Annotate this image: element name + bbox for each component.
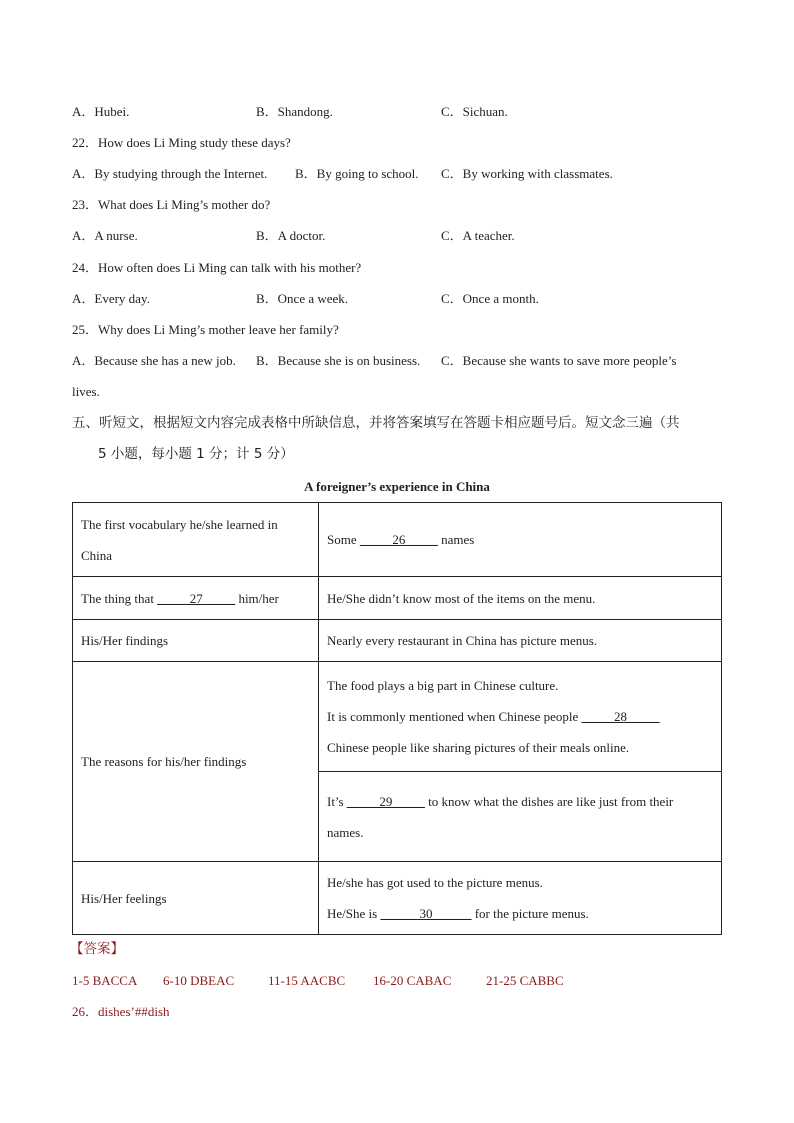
blank-29: _____29_____ [346, 793, 425, 809]
table-row [73, 620, 722, 662]
table-row [73, 577, 722, 620]
section-5-instructions [72, 408, 722, 470]
blank-28: _____28_____ [581, 709, 660, 724]
cell-text: for the picture menus. [471, 906, 589, 921]
q24-question: 24．How often does Li Ming can talk with his mother? [72, 260, 362, 275]
cell-text: China [81, 547, 113, 563]
cell-text: to know what the dishes are like just from their [424, 793, 674, 809]
info-table [72, 502, 722, 935]
table-cell: His/Her feelings [73, 862, 319, 935]
cell-text: The thing that [81, 590, 158, 606]
q25-option-b: B．Because she is on business. [256, 353, 421, 368]
table-cell: Nearly every restaurant in China has picture menus. [319, 620, 722, 662]
cell-text: It is commonly mentioned when Chinese people [327, 709, 582, 724]
table-row [73, 503, 722, 577]
table-cell [319, 662, 722, 772]
q25-option-a: A．Because she has a new job. [72, 353, 236, 368]
q23-option-c: C．A teacher. [441, 228, 515, 243]
q21-option-a: A．Hubei. [72, 104, 130, 119]
answer-key: 1-5 BACCA [72, 973, 138, 988]
table-cell [319, 503, 722, 577]
cell-text: He/she has got used to the picture menus. [327, 875, 543, 890]
answer-26: 26．dishes’##dish [72, 1004, 170, 1019]
q25-option-c: C．Because she wants to save more people’s [441, 353, 677, 368]
q22-option-b: B．By going to school. [295, 166, 419, 181]
q23-question: 23．What does Li Ming’s mother do? [72, 197, 271, 212]
q24-option-b: B．Once a week. [256, 291, 349, 306]
cell-text: The first vocabulary he/she learned in [81, 516, 278, 532]
q23-option-a: A．A nurse. [72, 228, 138, 243]
table-cell [73, 503, 319, 577]
cell-text: It’s [327, 793, 347, 809]
cell-text: him/her [235, 590, 279, 606]
cell-text [327, 898, 713, 929]
q22-option-c: C．By working with classmates. [441, 166, 613, 181]
table-cell: His/Her findings [73, 620, 319, 662]
table-title: A foreigner’s experience in China [304, 479, 490, 494]
cell-text: names. [327, 824, 364, 840]
q25-question: 25．Why does Li Ming’s mother leave her family? [72, 322, 339, 337]
q22-option-a: A．By studying through the Internet. [72, 166, 268, 181]
table-cell [319, 772, 722, 862]
cell-text: Some [327, 532, 360, 547]
blank-27: _____27_____ [157, 590, 236, 606]
answer-key: 21-25 CABBC [486, 973, 564, 988]
q25-option-c-continued: lives. [72, 384, 100, 399]
table-row [73, 862, 722, 935]
cell-text: names [437, 532, 475, 547]
answer-key: 16-20 CABAC [373, 973, 452, 988]
cell-text: The food plays a big part in Chinese culture. [327, 678, 559, 693]
section-5-line-1: 五、听短文，根据短文内容完成表格中所缺信息，并将答案填写在答题卡相应题号后。短文念三遍（共 [72, 415, 680, 431]
cell-text [327, 701, 713, 732]
table-cell: He/She didn’t know most of the items on the menu. [319, 577, 722, 620]
table-row [73, 662, 722, 772]
q21-option-b: B．Shandong. [256, 104, 333, 119]
q23-option-b: B．A doctor. [256, 228, 326, 243]
answer-heading: 【答案】 [70, 941, 124, 957]
answer-key: 11-15 AACBC [268, 973, 346, 988]
cell-text: He/She is [327, 906, 381, 921]
q21-option-c: C．Sichuan. [441, 104, 508, 119]
table-cell: The reasons for his/her findings [73, 662, 319, 862]
section-5-line-2: 5 小题，每小题 1 分；计 5 分） [98, 446, 294, 462]
blank-26: _____26_____ [359, 532, 438, 547]
q24-option-a: A．Every day. [72, 291, 150, 306]
table-cell [319, 862, 722, 935]
cell-text: Chinese people like sharing pictures of their meals online. [327, 740, 630, 755]
blank-30: ______30______ [380, 906, 472, 921]
answer-key: 6-10 DBEAC [163, 973, 235, 988]
cell-text [327, 786, 713, 817]
q22-question: 22．How does Li Ming study these days? [72, 135, 291, 150]
q24-option-c: C．Once a month. [441, 291, 539, 306]
table-cell [73, 577, 319, 620]
